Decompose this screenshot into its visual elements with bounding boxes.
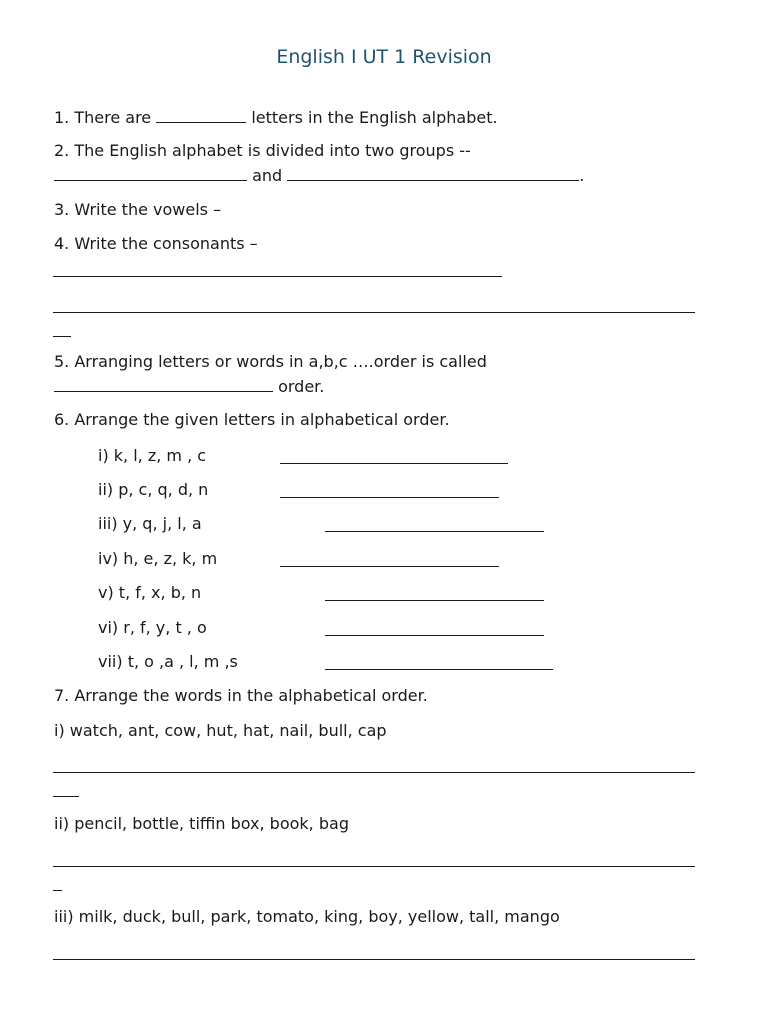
q7-item: iii) milk, duck, bull, park, tomato, king, boy, yellow, tall, mango (54, 907, 560, 926)
question-5-answer-line (54, 376, 324, 397)
page-title: English I UT 1 Revision (276, 46, 492, 68)
question-2: 2. The English alphabet is divided into two groups -- (54, 141, 471, 160)
q6-item: v) t, f, x, b, n (98, 583, 202, 602)
q6-answer-rule[interactable] (280, 566, 499, 567)
q6-item: iii) y, q, j, l, a (98, 514, 202, 533)
q6-item: i) k, l, z, m , c (98, 446, 207, 465)
question-2-end: . (579, 166, 585, 185)
q6-answer-rule[interactable] (325, 669, 553, 670)
question-1-text-after: letters in the English alphabet. (246, 108, 498, 127)
q7-answer-rule[interactable] (53, 772, 695, 773)
question-1-text-before: 1. There are (54, 108, 157, 127)
q7-item: i) watch, ant, cow, hut, hat, nail, bull, cap (54, 721, 387, 740)
question-7: 7. Arrange the words in the alphabetical order. (54, 686, 428, 705)
q6-answer-rule[interactable] (325, 635, 544, 636)
q6-item: iv) h, e, z, k, m (98, 549, 218, 568)
question-1 (54, 107, 498, 128)
q6-answer-rule[interactable] (280, 463, 508, 464)
question-5: 5. Arranging letters or words in a,b,c ….order is called (54, 352, 487, 371)
q6-answer-rule[interactable] (325, 600, 544, 601)
q6-item: ii) p, c, q, d, n (98, 480, 209, 499)
question-4: 4. Write the consonants – (54, 234, 258, 253)
q6-item: vii) t, o ,a , l, m ,s (98, 652, 238, 671)
question-2-blank-2[interactable] (287, 165, 579, 181)
q7-answer-rule[interactable] (53, 796, 79, 797)
q7-answer-rule[interactable] (53, 959, 695, 960)
q6-item: vi) r, f, y, t , o (98, 618, 207, 637)
answer-rule[interactable] (53, 276, 502, 277)
answer-rule[interactable] (53, 312, 695, 313)
answer-rule[interactable] (53, 336, 71, 337)
question-6: 6. Arrange the given letters in alphabetical order. (54, 410, 450, 429)
question-5-blank[interactable] (54, 376, 273, 392)
q6-answer-rule[interactable] (325, 531, 544, 532)
question-3: 3. Write the vowels – (54, 200, 222, 219)
q7-answer-rule[interactable] (53, 866, 695, 867)
q7-answer-rule[interactable] (53, 890, 62, 891)
question-1-blank[interactable] (156, 107, 246, 123)
question-2-answer-line (54, 165, 584, 186)
question-5-after: order. (273, 377, 325, 396)
q6-answer-rule[interactable] (280, 497, 499, 498)
question-2-and: and (247, 166, 288, 185)
question-2-blank-1[interactable] (54, 165, 247, 181)
q7-item: ii) pencil, bottle, tiffin box, book, bag (54, 814, 349, 833)
